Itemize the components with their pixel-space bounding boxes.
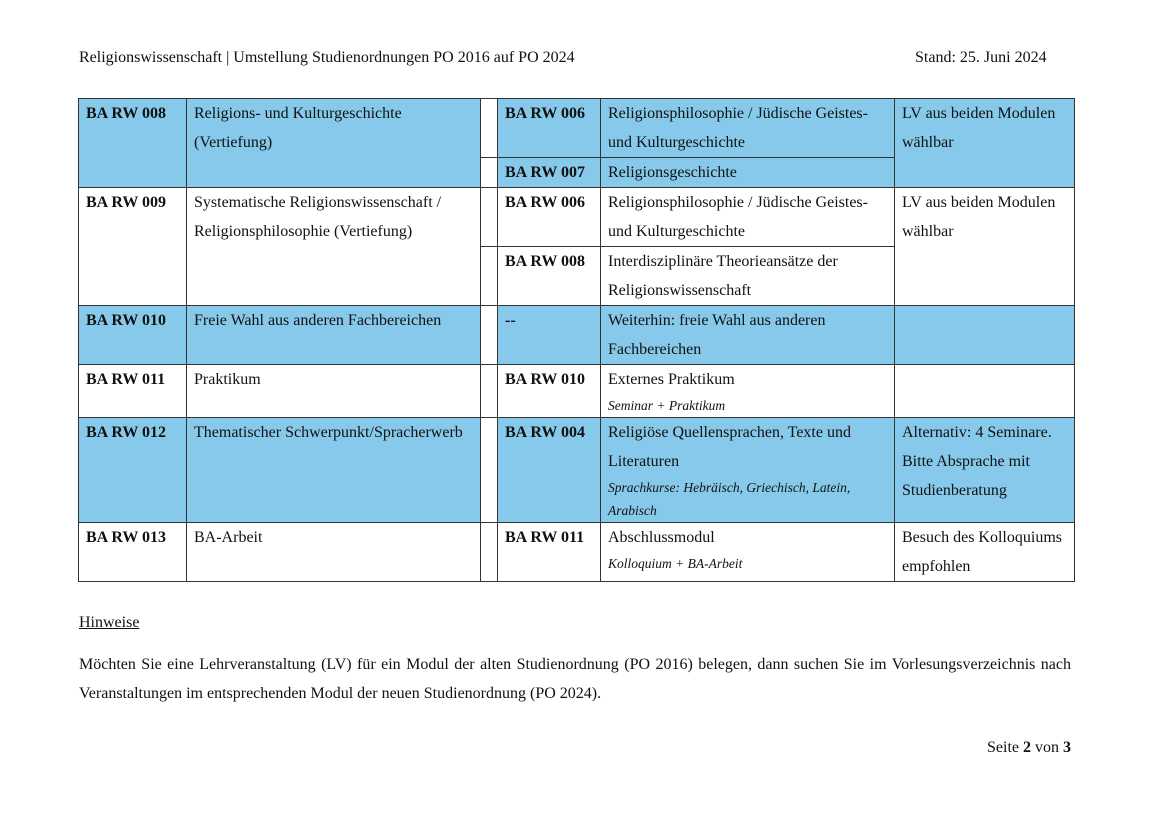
module-note: LV aus beiden Modulen wählbar (895, 99, 1075, 188)
old-module-code: BA RW 012 (79, 418, 187, 523)
new-module-code: BA RW 004 (498, 418, 601, 523)
module-note (895, 365, 1075, 418)
old-module-name: Praktikum (187, 365, 481, 418)
module-mapping-table (78, 98, 1075, 582)
new-module-name: Interdisziplinäre Theorieansätze der Religionswissenschaft (608, 253, 838, 299)
old-module-code: BA RW 010 (79, 306, 187, 365)
table-row (79, 418, 1075, 523)
new-module-subtitle: Seminar + Praktikum (608, 398, 726, 413)
new-module-subtitle: Kolloquium + BA-Arbeit (608, 556, 743, 571)
module-note: Alternativ: 4 Seminare. Bitte Absprache mit Studienberatung (895, 418, 1075, 523)
old-module-code: BA RW 009 (79, 188, 187, 306)
new-module-cell (601, 418, 895, 523)
old-module-name: Systematische Religionswissenschaft / Religionsphilosophie (Vertiefung) (187, 188, 481, 306)
old-module-name: BA-Arbeit (187, 523, 481, 582)
hinweise-text: Möchten Sie eine Lehrveranstaltung (LV) für ein Modul der alten Studienordnung (PO 2016) belegen, dann suchen Sie im Vorlesungsverzeichnis nach Veranstaltungen im entsprechenden Modul der neuen Studienordnung (PO 2024). (79, 656, 1071, 702)
new-module-code: -- (498, 306, 601, 365)
new-module-code: BA RW 006 (498, 188, 601, 247)
column-separator (481, 158, 498, 188)
new-module-cell (601, 523, 895, 582)
new-module-cell (601, 188, 895, 247)
column-separator (481, 188, 498, 247)
column-separator (481, 418, 498, 523)
column-separator (481, 523, 498, 582)
table-row (79, 99, 1075, 158)
table-row (79, 306, 1075, 365)
new-module-cell (601, 306, 895, 365)
column-separator (481, 247, 498, 306)
new-module-cell (601, 365, 895, 418)
document-header-date: Stand: 25. Juni 2024 (915, 49, 1047, 66)
new-module-cell (601, 99, 895, 158)
old-module-code: BA RW 011 (79, 365, 187, 418)
new-module-name: Abschlussmodul (608, 529, 715, 546)
module-note (895, 306, 1075, 365)
new-module-name: Religionsgeschichte (608, 164, 737, 181)
old-module-name: Freie Wahl aus anderen Fachbereichen (187, 306, 481, 365)
column-separator (481, 365, 498, 418)
new-module-code: BA RW 006 (498, 99, 601, 158)
old-module-name: Thematischer Schwerpunkt/Spracherwerb (187, 418, 481, 523)
page-total: 3 (1063, 739, 1071, 756)
table-row (79, 365, 1075, 418)
hinweise-heading: Hinweise (79, 614, 140, 631)
new-module-name: Religionsphilosophie / Jüdische Geistes- und Kulturgeschichte (608, 105, 868, 151)
old-module-name: Religions- und Kulturgeschichte (Vertiefung) (187, 99, 481, 188)
new-module-name: Externes Praktikum (608, 371, 735, 388)
new-module-name: Weiterhin: freie Wahl aus anderen Fachbereichen (608, 312, 826, 358)
column-separator (481, 99, 498, 158)
new-module-name: Religionsphilosophie / Jüdische Geistes- und Kulturgeschichte (608, 194, 868, 240)
old-module-code: BA RW 013 (79, 523, 187, 582)
document-header-title: Religionswissenschaft | Umstellung Studienordnungen PO 2016 auf PO 2024 (79, 49, 575, 66)
new-module-name: Religiöse Quellensprachen, Texte und Literaturen (608, 424, 851, 470)
new-module-cell (601, 247, 895, 306)
module-note: Besuch des Kolloquiums empfohlen (895, 523, 1075, 582)
new-module-cell (601, 158, 895, 188)
page-current: 2 (1023, 739, 1031, 756)
table-row (79, 188, 1075, 247)
new-module-code: BA RW 010 (498, 365, 601, 418)
new-module-code: BA RW 007 (498, 158, 601, 188)
new-module-code: BA RW 008 (498, 247, 601, 306)
column-separator (481, 306, 498, 365)
page-of: von (1035, 739, 1059, 756)
page-label: Seite (987, 739, 1019, 756)
page-number (987, 739, 1071, 757)
module-note: LV aus beiden Modulen wählbar (895, 188, 1075, 306)
new-module-subtitle: Sprachkurse: Hebräisch, Griechisch, Latein, Arabisch (608, 480, 851, 518)
new-module-code: BA RW 011 (498, 523, 601, 582)
table-row (79, 523, 1075, 582)
old-module-code: BA RW 008 (79, 99, 187, 188)
